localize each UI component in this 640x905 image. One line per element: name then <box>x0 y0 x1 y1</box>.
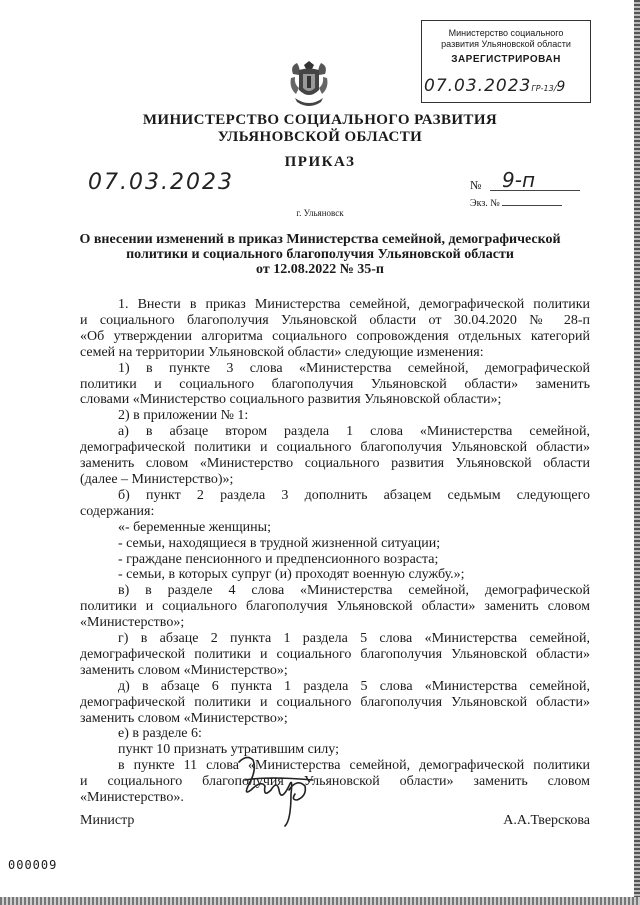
stamp-line-1: Министерство социального <box>448 28 564 38</box>
order-number-value: 9-п <box>502 168 536 192</box>
body-line: г) в абзаце 2 пункта 1 раздела 5 слова «Министерства семейной, <box>118 631 590 647</box>
order-date: 07.03.2023 <box>88 170 234 195</box>
body-line: демографической политики и социального благополучия Ульяновской области» <box>80 694 590 710</box>
body-line: заменить словом «Министерство социального развития Ульяновской области <box>80 456 590 472</box>
body-line: «Министерство». <box>80 790 184 806</box>
ministry-name-line-2: УЛЬЯНОВСКОЙ ОБЛАСТИ <box>217 129 423 145</box>
body-line: демографической политики и социального благополучия Ульяновской области» <box>80 646 590 662</box>
stamp-registered: ЗАРЕГИСТРИРОВАН <box>451 54 561 65</box>
order-number-underline <box>490 190 580 191</box>
coat-of-arms-icon <box>287 60 331 110</box>
stamp-handwritten <box>424 76 588 96</box>
ministry-name-line-1: МИНИСТЕРСТВО СОЦИАЛЬНОГО РАЗВИТИЯ <box>142 112 498 128</box>
body-line: «- беременные женщины; <box>118 519 271 535</box>
body-line: «Министерство»; <box>80 615 185 631</box>
body-line: политики и социального благополучия Ульяновской области» заменить <box>80 376 590 392</box>
body-line: заменить словом «Министерство»; <box>80 710 288 726</box>
order-number <box>470 168 580 194</box>
body-line: 2) в приложении № 1: <box>118 408 249 424</box>
body-line: политики и социального благополучия Ульяновской области» заменить словом <box>80 599 590 615</box>
stamp-date: 07.03.2023 <box>424 76 532 96</box>
body-line: и социального благополучия Ульяновской области от 30.04.2020 № 28-п <box>80 312 590 328</box>
body-line: - семьи, в которых супруг (и) проходят военную службу.»; <box>118 567 465 583</box>
handwritten-signature <box>233 750 323 830</box>
order-number-label: № <box>470 178 482 192</box>
body-line: е) в разделе 6: <box>118 726 202 742</box>
subject-line-2: политики и социального благополучия Ульяновской области <box>126 247 514 262</box>
copy-number-underline <box>502 205 562 206</box>
body-line: - граждане пенсионного и предпенсионного возраста; <box>118 551 439 567</box>
order-body <box>80 297 590 806</box>
body-line: и социального благополучия Ульяновской области» заменить словом <box>80 774 590 790</box>
body-line: д) в абзаце 6 пункта 1 раздела 5 слова «Министерства семейной, <box>118 678 590 694</box>
stamp-reg-number: 9 <box>556 79 566 95</box>
body-line: в пункте 11 слова «Министерства семейной, демографической политики <box>118 758 590 774</box>
city: г. Ульяновск <box>296 208 344 218</box>
scan-edge-bottom <box>0 897 640 905</box>
registration-stamp <box>421 20 591 103</box>
body-line: 1. Внести в приказ Министерства семейной, демографической политики <box>118 297 590 312</box>
subject-line-3: от 12.08.2022 № 35-п <box>256 262 384 277</box>
body-line: содержания: <box>80 503 155 519</box>
body-line: в) в разделе 4 слова «Министерства семейной, демографической <box>118 583 590 599</box>
body-line: - семьи, находящиеся в трудной жизненной ситуации; <box>118 535 441 551</box>
subject-line-1: О внесении изменений в приказ Министерства семейной, демографической <box>79 232 561 247</box>
body-line: (далее – Министерство)»; <box>80 471 234 487</box>
document-type: ПРИКАЗ <box>284 154 356 170</box>
copy-number-label: Экз. № <box>470 198 500 209</box>
body-line: «Об утверждении алгоритма социального сопровождения отдельных категорий <box>80 328 590 344</box>
body-line: б) пункт 2 раздела 3 дополнить абзацем седьмым следующего <box>118 487 590 503</box>
signatory-name: А.А.Тверскова <box>503 813 590 828</box>
body-line: семей на территории Ульяновской области» следующие изменения: <box>80 344 484 360</box>
body-line: заменить словом «Министерство»; <box>80 662 288 678</box>
body-line: 1) в пункте 3 слова «Министерства семейной, демографической <box>118 360 590 376</box>
signatory-position: Министр <box>80 813 135 828</box>
stamp-line-2: развития Ульяновской области <box>441 39 571 49</box>
document-code: 000009 <box>8 858 58 872</box>
stamp-reg-prefix: ГР-13/ <box>531 84 557 93</box>
body-line: пункт 10 признать утратившим силу; <box>118 742 339 758</box>
body-line: словами «Министерство социального развития Ульяновской области»; <box>80 392 502 408</box>
body-line: демографической политики и социального благополучия Ульяновской области» <box>80 440 590 456</box>
body-line: а) в абзаце втором раздела 1 слова «Министерства семейной, <box>118 424 590 440</box>
